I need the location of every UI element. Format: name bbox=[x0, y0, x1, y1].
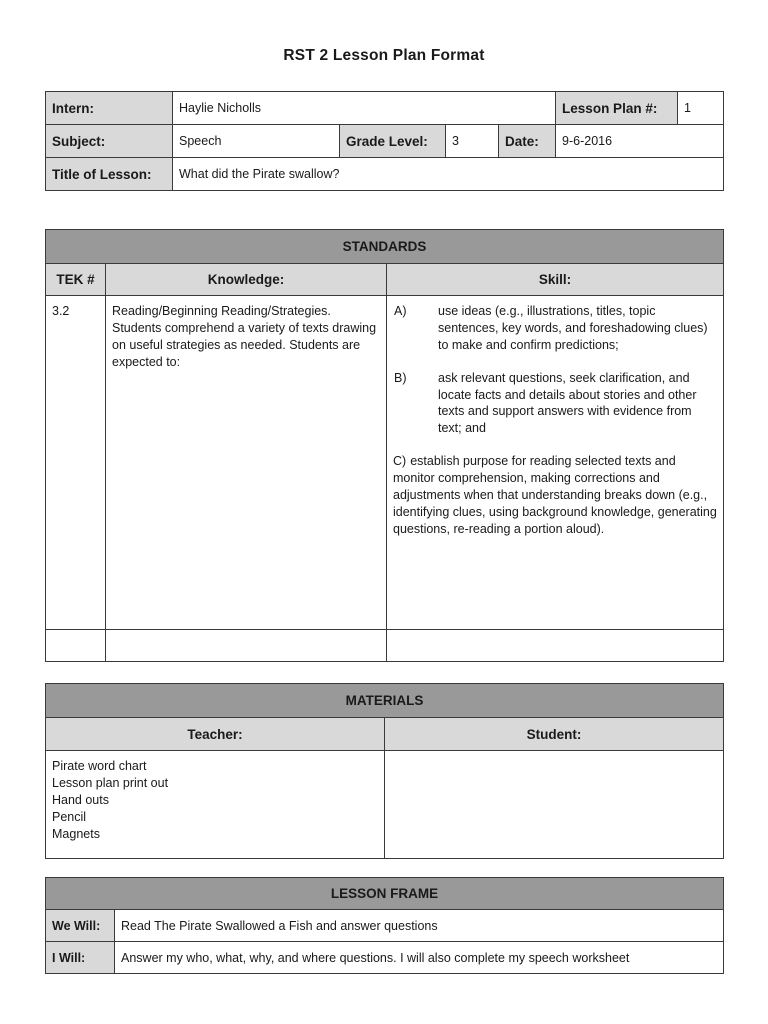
empty-cell bbox=[106, 630, 387, 662]
teacher-header: Teacher: bbox=[46, 718, 385, 751]
skill-marker: B) bbox=[394, 370, 407, 385]
grade-level-value: 3 bbox=[446, 125, 499, 158]
standards-heading: STANDARDS bbox=[46, 230, 724, 264]
empty-cell bbox=[387, 630, 724, 662]
teacher-material-item: Hand outs bbox=[52, 792, 109, 807]
we-will-label: We Will: bbox=[46, 910, 115, 942]
intern-label: Intern: bbox=[46, 92, 173, 125]
tek-header: TEK # bbox=[46, 264, 106, 296]
materials-heading: MATERIALS bbox=[46, 684, 724, 718]
student-materials bbox=[385, 751, 724, 859]
teacher-material-item: Pirate word chart bbox=[52, 759, 147, 773]
date-value: 9-6-2016 bbox=[556, 125, 724, 158]
lesson-info-table bbox=[45, 91, 724, 191]
lesson-plan-number-value: 1 bbox=[678, 92, 724, 125]
skill-header: Skill: bbox=[387, 264, 724, 296]
skills-cell bbox=[387, 296, 724, 630]
skill-marker: A) bbox=[394, 304, 407, 318]
grade-level-label: Grade Level: bbox=[340, 125, 446, 158]
skill-text: ask relevant questions, seek clarification, and locate facts and details about stories and other texts and support answers with evidence from text; and bbox=[438, 370, 697, 436]
teacher-material-item: Magnets bbox=[52, 826, 100, 841]
skills-list bbox=[393, 303, 717, 538]
teacher-material-item: Pencil bbox=[52, 809, 87, 824]
document-title: RST 2 Lesson Plan Format bbox=[283, 47, 485, 64]
lesson-title-value: What did the Pirate swallow? bbox=[173, 158, 724, 191]
we-will-value: Read The Pirate Swallowed a Fish and answer questions bbox=[115, 910, 724, 942]
lesson-frame-table bbox=[45, 877, 724, 974]
i-will-label: I Will: bbox=[46, 942, 115, 974]
knowledge-header: Knowledge: bbox=[106, 264, 387, 296]
skill-item-c bbox=[393, 453, 717, 537]
lesson-title-label: Title of Lesson: bbox=[46, 158, 173, 191]
date-label: Date: bbox=[499, 125, 556, 158]
i-will-value: Answer my who, what, why, and where questions. I will also complete my speech worksheet bbox=[115, 942, 724, 974]
materials-table bbox=[45, 683, 724, 859]
teacher-material-item: Lesson plan print out bbox=[52, 775, 169, 790]
lesson-plan-number-label: Lesson Plan #: bbox=[556, 92, 678, 125]
intern-value: Haylie Nicholls bbox=[173, 92, 556, 125]
skill-item-a bbox=[394, 303, 717, 354]
empty-cell bbox=[46, 630, 106, 662]
subject-value: Speech bbox=[173, 125, 340, 158]
skill-text: establish purpose for reading selected texts and monitor comprehension, making corrections and adjustments when that understanding breaks down (e.g., identifying clues, using background knowledge, generating questions, re-reading a portion aloud). bbox=[393, 454, 717, 536]
tek-number: 3.2 bbox=[46, 296, 106, 630]
lesson-frame-heading: LESSON FRAME bbox=[46, 878, 724, 910]
skill-marker: C) bbox=[393, 454, 407, 469]
subject-label: Subject: bbox=[46, 125, 173, 158]
student-header: Student: bbox=[385, 718, 724, 751]
skill-item-b bbox=[394, 370, 717, 438]
teacher-materials bbox=[46, 751, 385, 859]
standards-table bbox=[45, 229, 724, 662]
skill-text: use ideas (e.g., illustrations, titles, topic sentences, key words, and foreshadowing clues) to make and confirm predictions; bbox=[438, 304, 708, 352]
knowledge-text: Reading/Beginning Reading/Strategies. Students comprehend a variety of texts drawing on useful strategies as needed. Students are expected to: bbox=[106, 296, 387, 630]
